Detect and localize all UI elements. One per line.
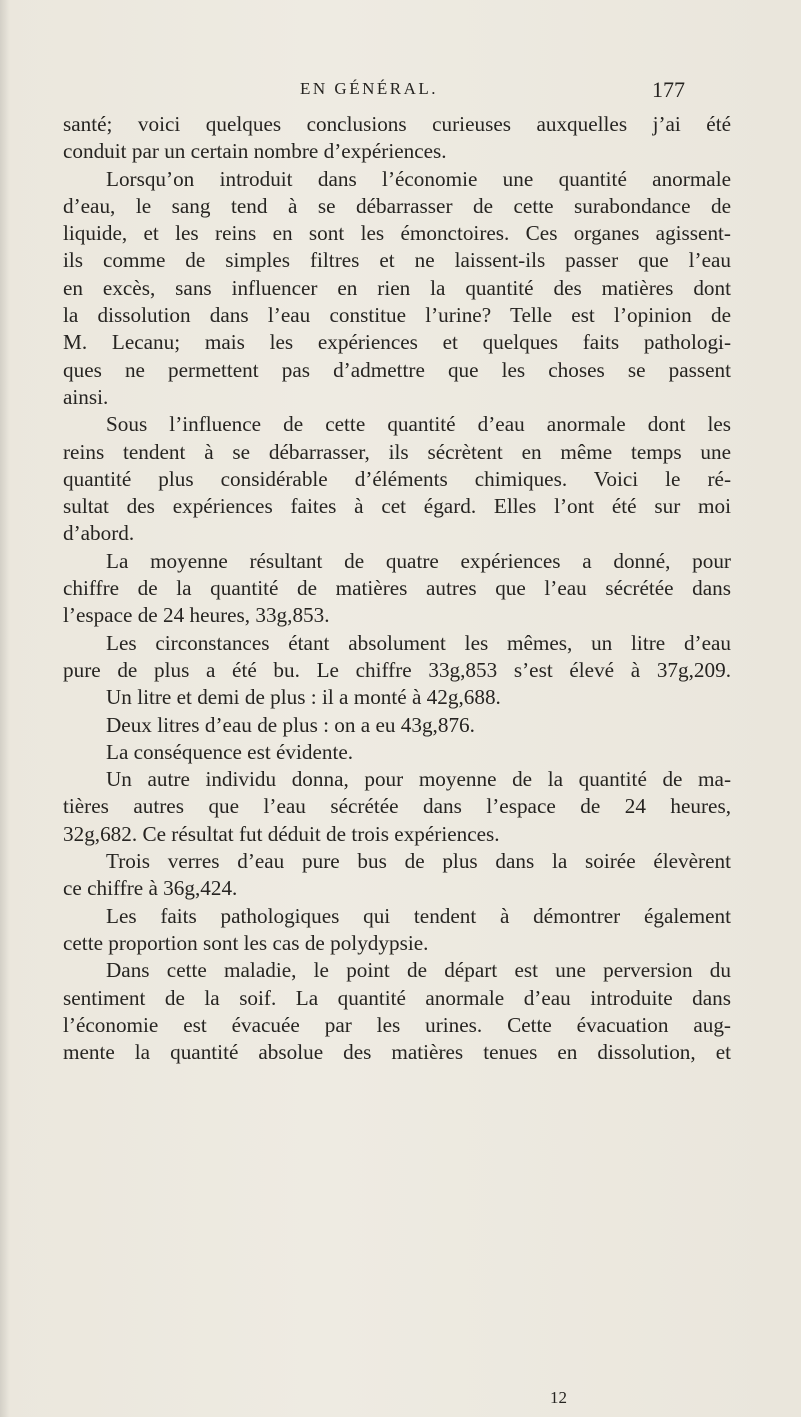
text-line: Sous l’influence de cette quantité d’eau anormale dont les — [106, 412, 731, 437]
body-text — [63, 111, 731, 1066]
page-number: 177 — [652, 77, 685, 102]
text-line: chiffre de la quantité de matières autres que l’eau sécrétée dans — [63, 576, 731, 601]
text-line: ques ne permettent pas d’admettre que les choses se passent — [63, 357, 731, 382]
text-line: Dans cette maladie, le point de départ est une perversion du — [106, 958, 731, 983]
text-line: l’économie est évacuée par les urines. Cette évacuation aug- — [63, 1012, 731, 1037]
text-line: d’abord. — [63, 521, 135, 546]
text-line: 32g,682. Ce résultat fut déduit de trois expériences. — [63, 821, 500, 846]
text-line: tières autres que l’eau sécrétée dans l’espace de 24 heures, — [63, 794, 731, 819]
page-gutter-shadow — [0, 0, 10, 1417]
running-head: EN GÉNÉRAL. — [300, 79, 438, 98]
text-line: en excès, sans influencer en rien la quantité des matières dont — [63, 275, 731, 300]
text-line: sentiment de la soif. La quantité anormale d’eau introduite dans — [63, 985, 731, 1010]
text-line: Les faits pathologiques qui tendent à démontrer également — [106, 903, 731, 928]
text-line: la dissolution dans l’eau constitue l’urine? Telle est l’opinion de — [63, 303, 731, 328]
text-line: conduit par un certain nombre d’expériences. — [63, 139, 447, 164]
text-line: mente la quantité absolue des matières tenues en dissolution, et — [63, 1040, 731, 1065]
text-line: Lorsqu’on introduit dans l’économie une quantité anormale — [106, 166, 731, 191]
text-line: ce chiffre à 36g,424. — [63, 876, 238, 901]
text-line: l’espace de 24 heures, 33g,853. — [63, 603, 330, 628]
text-line: La moyenne résultant de quatre expériences a donné, pour — [106, 548, 731, 573]
text-line: Trois verres d’eau pure bus de plus dans la soirée élevèrent — [106, 849, 731, 874]
text-line: pure de plus a été bu. Le chiffre 33g,853 s’est élevé à 37g,209. — [63, 657, 731, 682]
text-line: ainsi. — [63, 384, 109, 409]
text-line: Les circonstances étant absolument les mêmes, un litre d’eau — [106, 630, 731, 655]
text-line: quantité plus considérable d’éléments chimiques. Voici le ré- — [63, 466, 731, 491]
text-line: cette proportion sont les cas de polydypsie. — [63, 930, 429, 955]
page-header — [0, 77, 801, 107]
text-line: Un autre individu donna, pour moyenne de la quantité de ma- — [106, 767, 731, 792]
text-line: Un litre et demi de plus : il a monté à 42g,688. — [106, 685, 501, 710]
text-line: Deux litres d’eau de plus : on a eu 43g,876. — [106, 712, 475, 737]
text-line: d’eau, le sang tend à se débarrasser de cette surabondance de — [63, 193, 731, 218]
printer-signature-mark: 12 — [550, 1388, 567, 1407]
text-line: liquide, et les reins en sont les émonctoires. Ces organes agissent- — [63, 221, 731, 246]
text-line: La conséquence est évidente. — [106, 739, 354, 764]
text-line: M. Lecanu; mais les expériences et quelques faits pathologi- — [63, 330, 731, 355]
text-line: sultat des expériences faites à cet égard. Elles l’ont été sur moi — [63, 494, 731, 519]
text-line: santé; voici quelques conclusions curieuses auxquelles j’ai été — [63, 112, 731, 136]
text-line: reins tendent à se débarrasser, ils sécrètent en même temps une — [63, 439, 731, 464]
text-line: ils comme de simples filtres et ne laissent-ils passer que l’eau — [63, 248, 731, 273]
